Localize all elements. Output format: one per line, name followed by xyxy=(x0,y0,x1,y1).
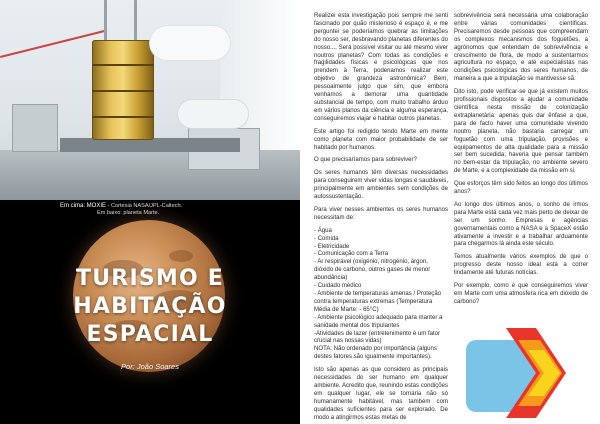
title-line-1: TURISMO E xyxy=(76,266,224,291)
needs-list: - Água - Comida - Eletricidade - Comunicação com a Terra - Ar respirável (oxigénio, nitrogénio, árgon, dióxido de carbono, outros gases de menor abundância) - Cuidado médico - Ambiente de temperaturas amenas / Proteção contra temperaturas extremas (Temperatura Média de Marte: - 65°C) - Ambiente psicológico adequado para manter a sanidade mental dos tripulantes -Atividades de lazer (entretenimento é um fator crucial nas nossas vidas) NOTA: Não ordenado por importância (alguns destes fatores são igualmente importantes). xyxy=(314,227,443,361)
article-column-1 xyxy=(314,13,448,424)
title-line-2: HABITAÇÃO xyxy=(73,294,227,319)
paragraph: Os seres humanos têm diversas necessidades para conseguirem viver vidas longas e saudáveis, principalmente em ambientes sem condições de autossustentação. xyxy=(314,170,448,201)
section-question: Que esforços têm sido feitos ao longo dos últimos anos? xyxy=(454,181,588,196)
support-rod xyxy=(134,0,137,42)
lab-table xyxy=(60,138,240,152)
lab-equipment xyxy=(12,104,58,152)
paragraph: Para viver nesses ambientes os seres humanos necessitam de: xyxy=(314,206,448,221)
moxie-instrument xyxy=(92,40,154,140)
gloved-hand xyxy=(150,26,230,60)
moxie-lab-photo xyxy=(0,0,300,200)
paragraph: Ao longo dos últimos anos, o sonho de irmos para Marte está cada vez mais perto de deixar de ser um sonho. Empresas e agências governamentais como a NASA e a SpaceX estão ativamente a investir e a trabalhar arduamente para chegarmos lá ainda este século. xyxy=(454,201,588,248)
paragraph: Este artigo foi redigido tendo Marte em mente como planeta com maior probabilidade de ser habitado por humanos. xyxy=(314,128,448,151)
support-rod xyxy=(104,0,107,42)
gloved-hand xyxy=(178,100,248,128)
caption-credit: - Cortesia NASA/JPL-Caltech. xyxy=(106,203,183,209)
photo-caption xyxy=(60,203,260,217)
chevron-arrows-icon xyxy=(466,328,588,418)
caption-main: Em cima: MOXIE xyxy=(60,203,107,209)
paragraph: Por exemplo, como é que conseguiremos viver em Marte com uma atmosfera rica em dióxido de carbono? xyxy=(454,283,588,305)
chevron-logo xyxy=(466,328,588,418)
article-column-2 xyxy=(454,13,588,312)
title-line-3: ESPACIAL xyxy=(86,322,214,347)
paragraph: sobrevivência será necessária uma colaboração entre várias comunidades científicas. Precisaremos desde pessoas que compreendam os complexos mecanismos dos foguetões, a agrónomos que entendam de sobrevivência e crescimento de flora, de modo a sustentarmos agricultura no espaço, e até especialistas nas condições psicológicas dos seres humanos, de maneira a que a tripulação se mantivesse sã. xyxy=(454,13,588,83)
paragraph: Realizei esta investigação pois sempre me senti fascinado por quão misterioso é espaço é, e me perguntei se poderíamos quebrar as limitações do nosso ser, desbravando planetas diferentes do nosso.... Será possível visitar ou até mesmo viver noutros planetas? Com todas as condições e fragilidades físicas e psicológicas que nos prendem à Terra, poderiamos realizar este objetivo de grandeza astronômica? Bem, pessoalmente julgo que sim, que embora venhamos a demorar uma quantidade substancial de tempo, com muito trabalho árduo em vários planos da ciência e alguma esperança, conseguiremos viajar e habitar outros planetas. xyxy=(314,13,448,122)
paragraph: Isto são apenas as que considero as principais necessidades do ser humano em qualquer ambiente. Acredito que, reunindo estas condições em qualquer lugar, ele se tornaria não só humanamente habitável, mas também com qualidades suficientes para ser explorado. De modo a atingirmos estas metas de xyxy=(314,367,448,421)
paragraph: Dito isto, pode verificar-se que já existem muitos profissionais dispostos a ajudar a comunidade científica nesta missão de colonização extraplanetária: apenas quis dar ênfase a que, para de facto haver uma comunidade vivendo noutro planeta, não bastaria carregar um foguetão com uma tripulação, provisões e equipamentos de alta qualidade para a missão ser bem sucedida; haveria que pensar também no bem-estar da tripulação, no ambiente severo de Marte, e a complexidade da missão em si. xyxy=(454,89,588,175)
section-question: O que precisaríamos para sobreviver? xyxy=(314,157,417,164)
author-byline: Por: João Soares xyxy=(121,362,179,371)
paragraph: Temos atualmente vários exemplos de que o progresso deste nosso ideal está a correr lindamente até futuras notícias. xyxy=(454,254,588,277)
caption-line2: Em baixo: planeta Marte. xyxy=(97,210,160,216)
